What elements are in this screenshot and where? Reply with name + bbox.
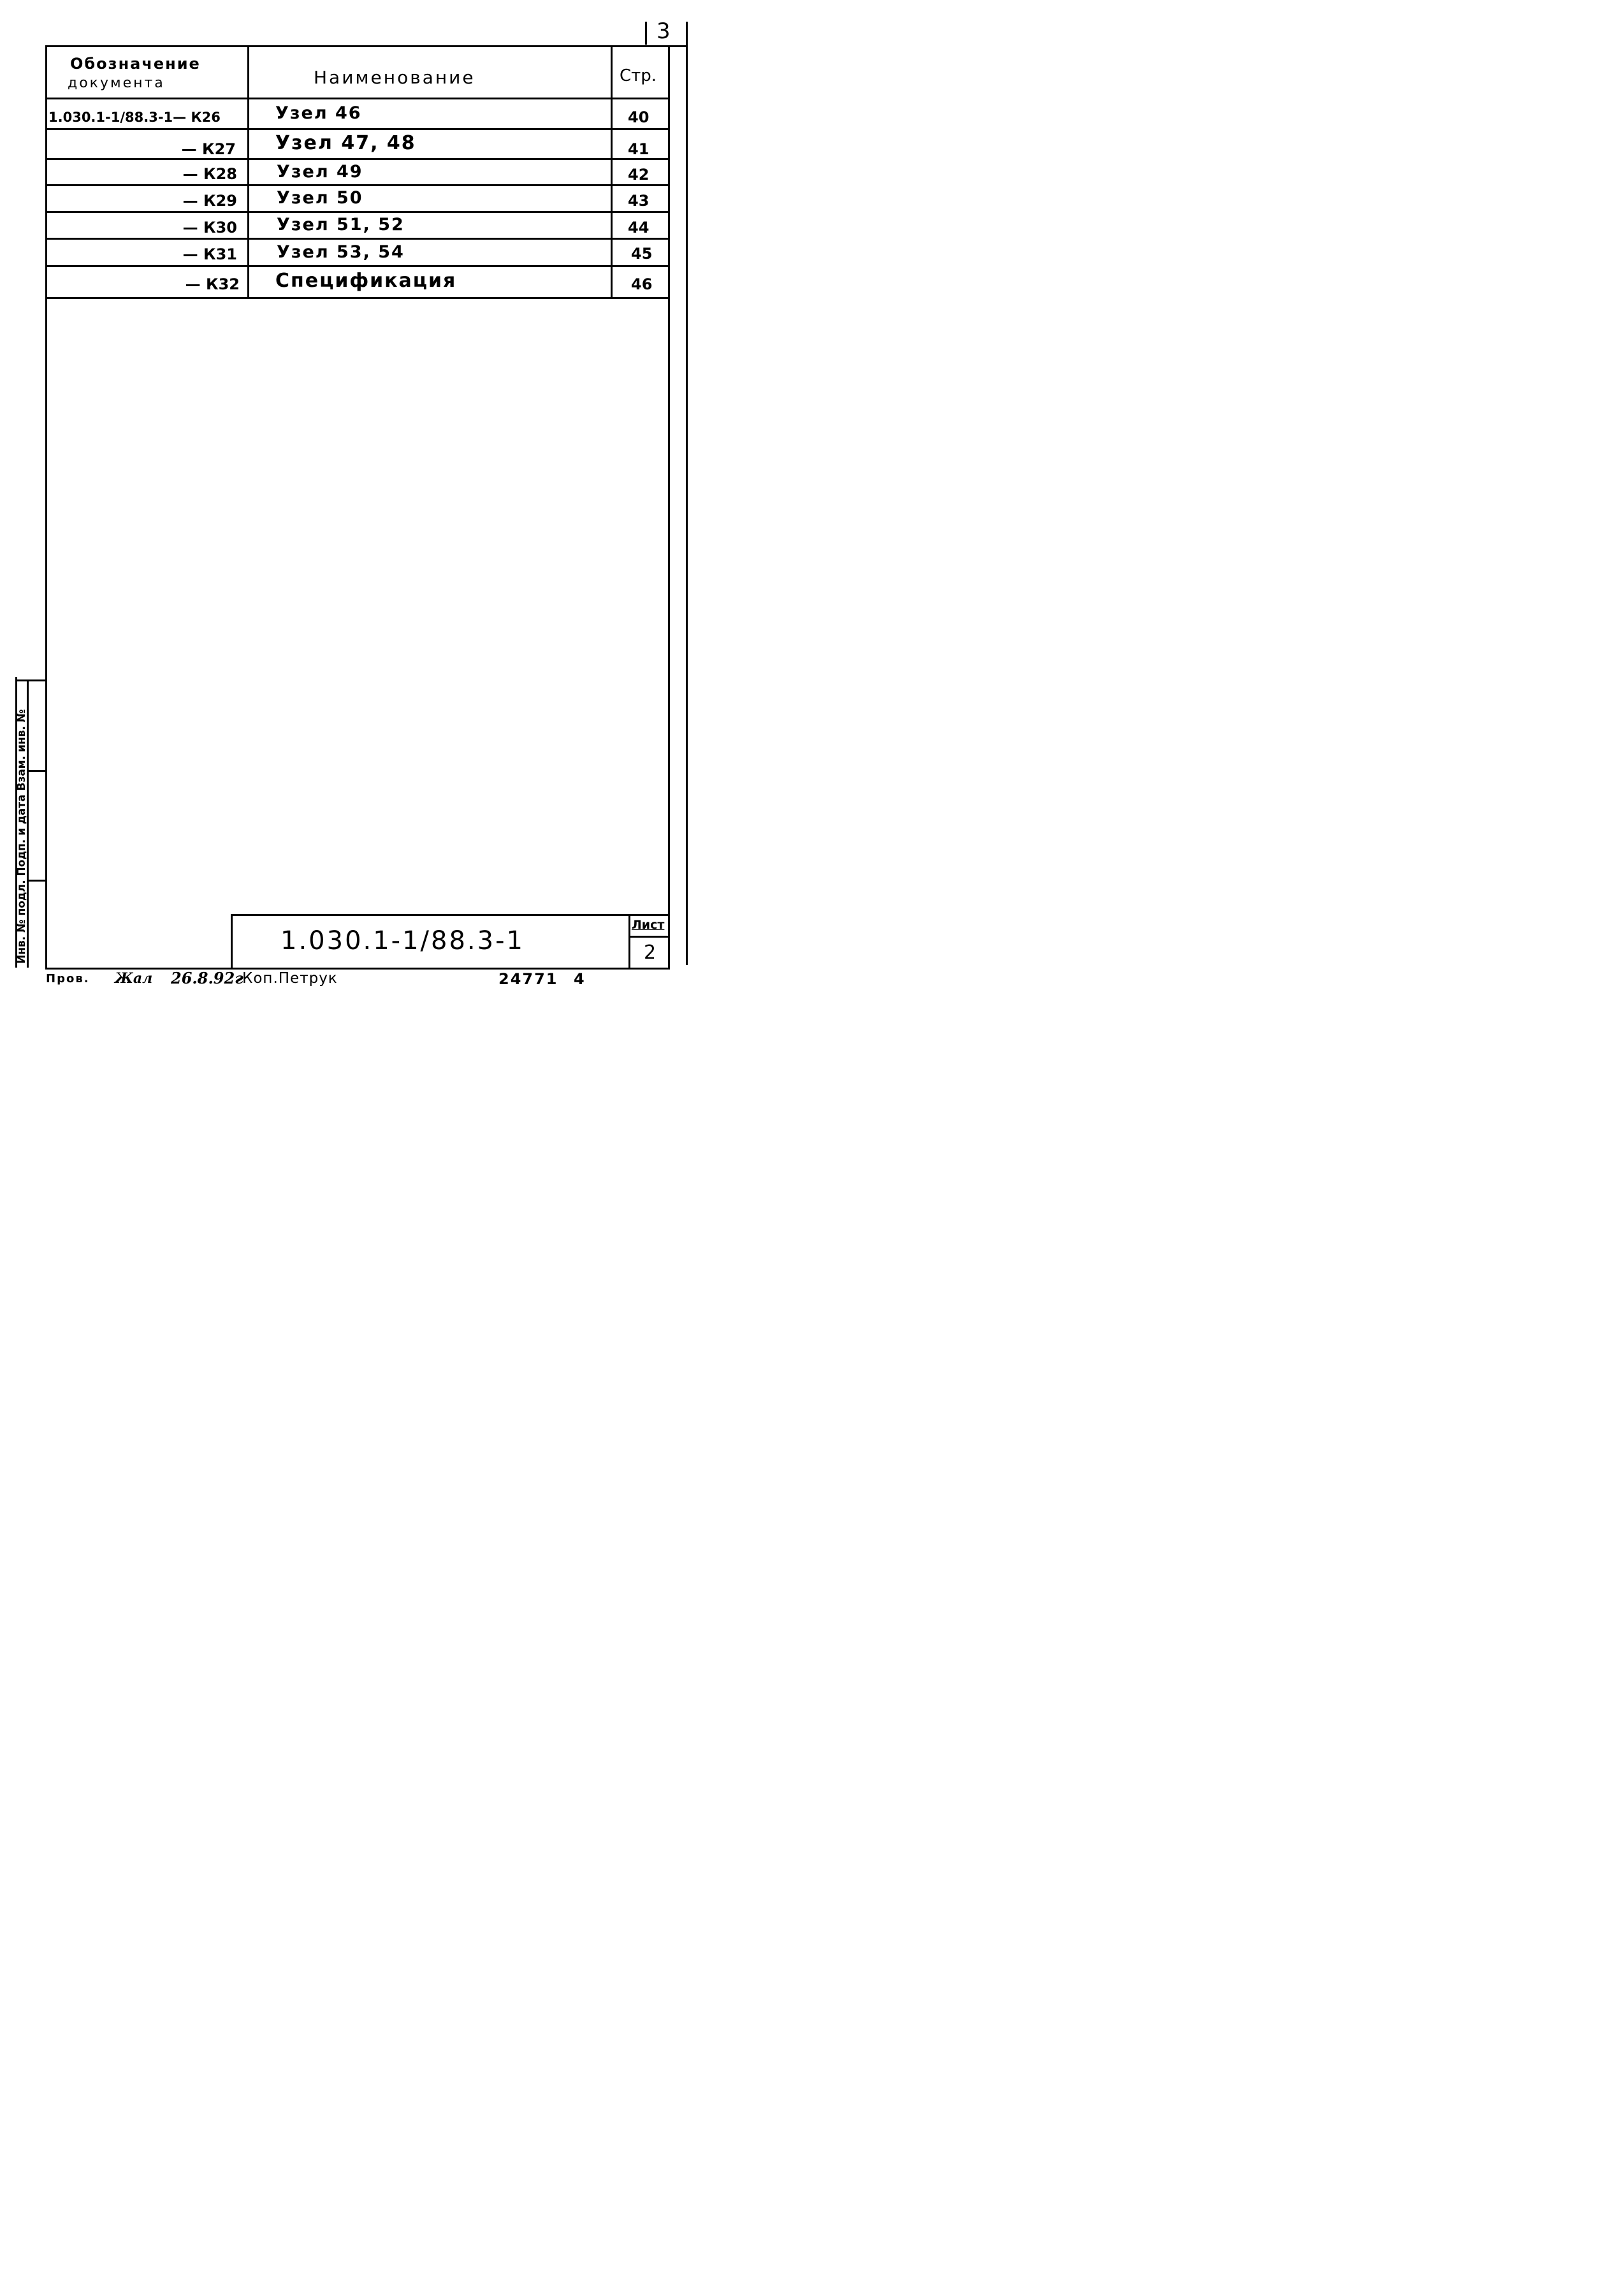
header-name: Наименование (314, 67, 476, 88)
header-page: Стр. (620, 66, 657, 85)
row-name: Узел 53, 54 (277, 242, 405, 262)
row-page: 44 (628, 219, 650, 236)
row-code: — К29 (182, 192, 237, 210)
side-stamp-top (15, 679, 46, 681)
row-page: 42 (628, 166, 650, 184)
table-col-sep-1 (247, 45, 249, 298)
row-code: — К32 (185, 275, 240, 293)
row-line (45, 128, 669, 130)
table-header-bottom (45, 98, 669, 99)
title-block-left (231, 914, 233, 968)
row-page: 45 (631, 245, 653, 263)
row-name: Узел 47, 48 (275, 132, 416, 154)
row-line (45, 211, 669, 213)
row-code: 1.030.1-1/88.3-1— К26 (48, 110, 221, 125)
side-stamp-row-line (27, 880, 46, 882)
sheet-number: 2 (644, 941, 657, 964)
table-col-sep-2 (611, 45, 613, 298)
table-bottom (45, 297, 669, 299)
header-designation-line2: документа (68, 75, 165, 91)
archive-number: 24771 (498, 970, 558, 988)
frame-bottom (45, 968, 670, 970)
row-name: Узел 50 (277, 188, 363, 208)
copied-by: Коп.Петрук (242, 970, 338, 987)
checked-label: Пров. (46, 972, 90, 985)
row-line (45, 265, 669, 267)
title-block-sheet-sep (628, 914, 630, 968)
row-code: — К30 (182, 219, 237, 236)
row-name: Узел 49 (277, 162, 363, 182)
row-code: — К31 (182, 245, 237, 263)
row-name: Узел 51, 52 (277, 215, 405, 235)
row-page: 43 (628, 192, 650, 210)
format-number: 4 (574, 970, 584, 988)
corner-tick-left (645, 22, 647, 45)
right-margin-line (686, 22, 688, 965)
row-line (45, 184, 669, 186)
checked-signature: Жал (115, 970, 153, 987)
side-stamp-row-line (27, 770, 46, 772)
row-name: Спецификация (275, 270, 457, 292)
sheet-label: Лист (632, 918, 665, 932)
side-stamp-text: Инв. № подл. Подп. и дата Взам. инв. № (15, 709, 28, 964)
check-date: 26.8.92г (171, 969, 243, 987)
sheet-corner-number: 3 (657, 18, 671, 44)
header-designation-line1: Обозначение (70, 55, 201, 73)
frame-top (45, 45, 688, 47)
row-code: — К28 (182, 165, 237, 183)
row-page: 46 (631, 275, 653, 293)
row-name: Узел 46 (275, 103, 362, 123)
row-page: 41 (628, 140, 650, 158)
row-code: — К27 (181, 140, 236, 158)
row-page: 40 (628, 108, 650, 126)
sheet-label-line (628, 936, 669, 938)
title-designation: 1.030.1-1/88.3-1 (280, 926, 525, 955)
title-block-top (231, 914, 670, 916)
row-line (45, 158, 669, 160)
row-line (45, 238, 669, 240)
